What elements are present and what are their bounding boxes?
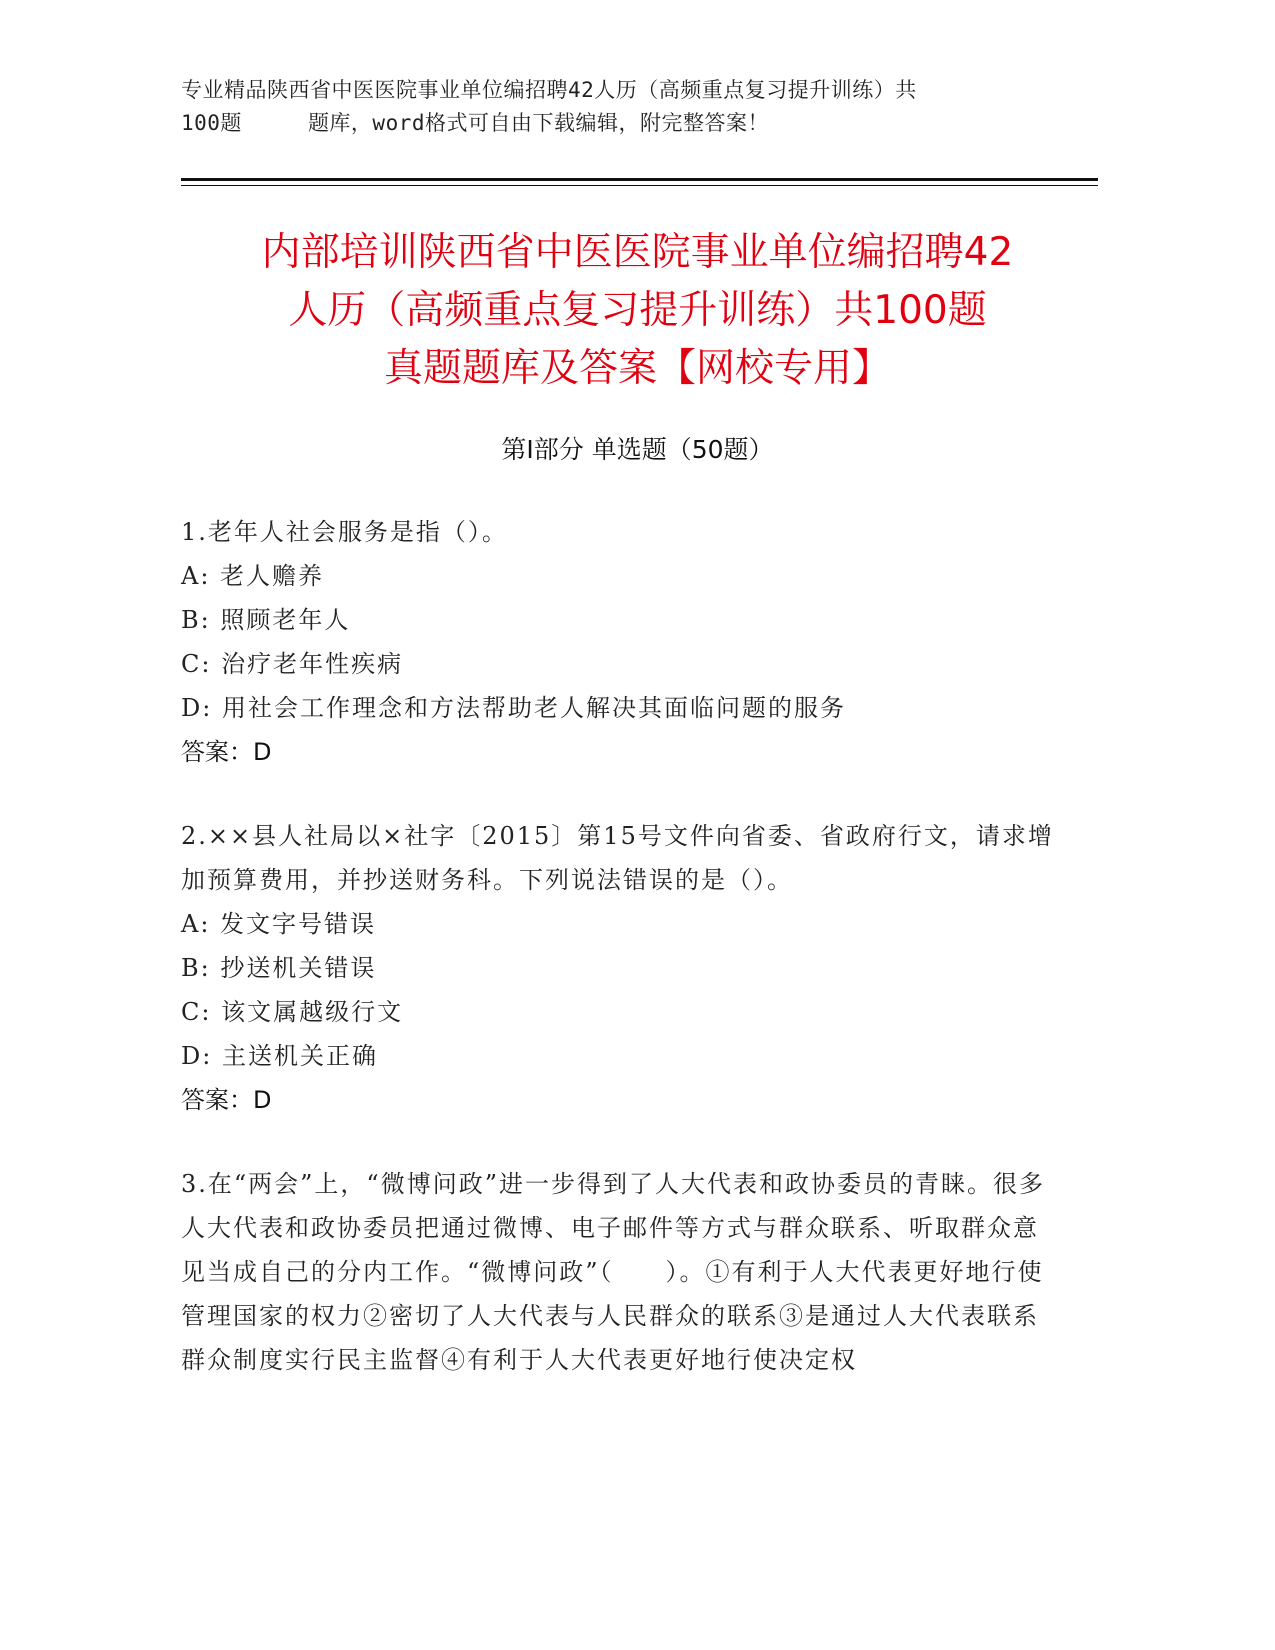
- document-title-line-3: 真题题库及答案【网校专用】: [383, 346, 891, 391]
- question-stem: 2.××县人社局以×社字〔2015〕第15号文件向省委、省政府行文，请求增加预算费用，并抄送财务科。下列说法错误的是（）。: [181, 822, 1054, 894]
- option-c: C: 该文属越级行文: [181, 998, 404, 1026]
- document-title-line-1: 内部培训陕西省中医医院事业单位编招聘42: [261, 230, 1014, 275]
- header-note: [181, 74, 1061, 140]
- question-stem: 1.老年人社会服务是指（）。: [181, 518, 508, 546]
- section-heading: 第Ⅰ部分 单选题（50题）: [501, 435, 774, 464]
- header-note-line-2: [181, 107, 1061, 140]
- header-rule-thin: [181, 185, 1098, 186]
- question-2: [181, 814, 1061, 1122]
- document-title-line-2: 人历（高频重点复习提升训练）共100题: [288, 288, 987, 333]
- option-b: B: 照顾老年人: [181, 606, 351, 634]
- document-title: [150, 224, 1125, 398]
- question-3: [181, 1162, 1061, 1382]
- header-note-count: 100题: [181, 111, 242, 135]
- header-rule-thick: [181, 178, 1098, 181]
- header-note-line-1: 专业精品陕西省中医医院事业单位编招聘42人历（高频重点复习提升训练）共: [181, 78, 917, 102]
- answer-label: 答案：D: [181, 738, 272, 766]
- question-stem: 3.在“两会”上，“微博问政”进一步得到了人大代表和政协委员的青睐。很多人大代表和政协委员把通过微博、电子邮件等方式与群众联系、听取群众意见当成自己的分内工作。“微博问政”（ ）。①有利于人大代表更好地行使管理国家的权力②密切了人大代表与人民群众的联系③是通过人大代表联系群众制度实行民主监督④有利于人大代表更好地行使决定权: [181, 1170, 1045, 1374]
- option-d: D: 主送机关正确: [181, 1042, 378, 1070]
- option-a: A: 老人赡养: [181, 562, 325, 590]
- option-a: A: 发文字号错误: [181, 910, 377, 938]
- header-note-description: 题库，word格式可自由下载编辑，附完整答案！: [307, 111, 770, 135]
- option-d: D: 用社会工作理念和方法帮助老人解决其面临问题的服务: [181, 694, 846, 722]
- answer-label: 答案：D: [181, 1086, 272, 1114]
- option-b: B: 抄送机关错误: [181, 954, 377, 982]
- question-1: [181, 510, 1061, 774]
- question-list: [181, 510, 1061, 1422]
- option-c: C: 治疗老年性疾病: [181, 650, 404, 678]
